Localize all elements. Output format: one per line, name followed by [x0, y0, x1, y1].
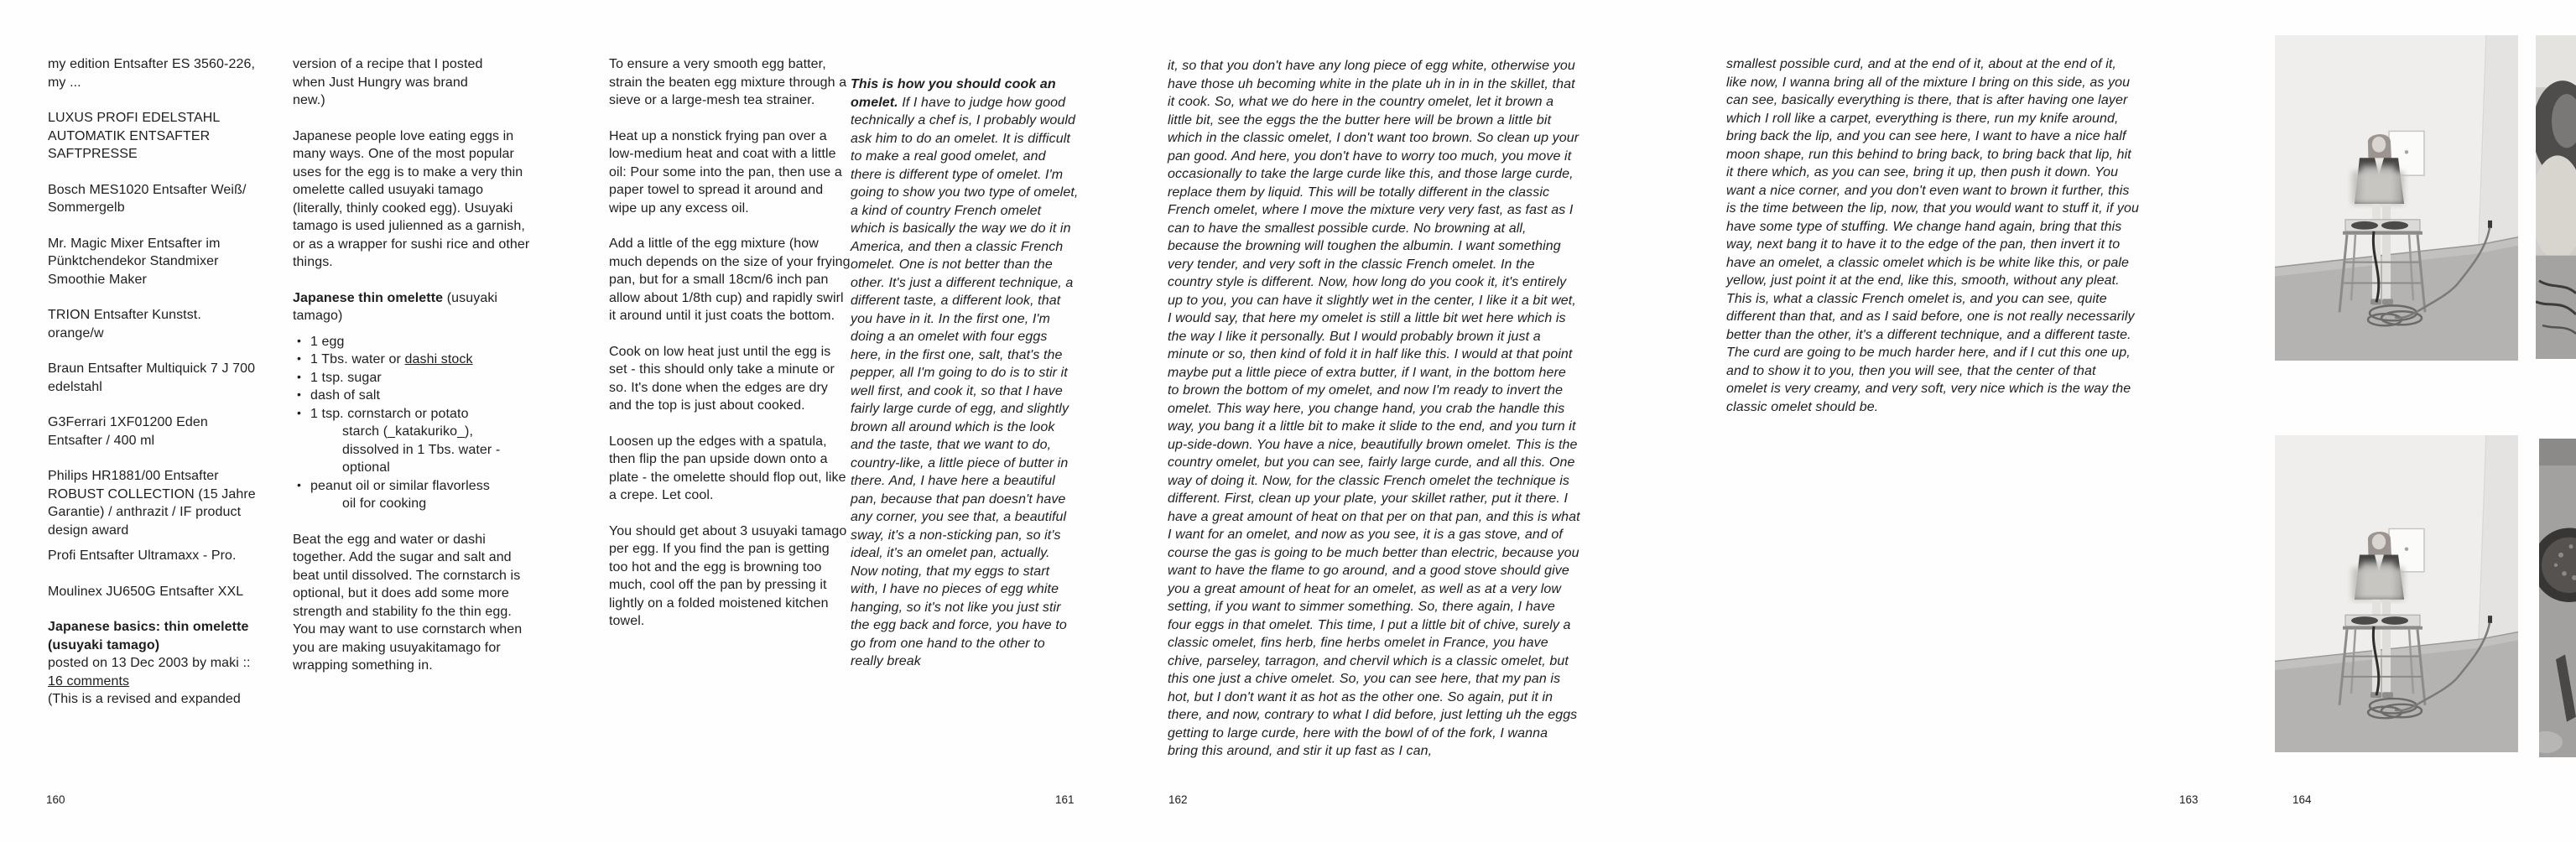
underlined-text: dashi stock	[404, 352, 473, 366]
text-run: Smoothie Maker	[48, 272, 147, 287]
closeup-photo-bottom-edge	[2539, 439, 2576, 757]
text-run: Japanese people love eating eggs in many ways. One of the most popular uses for the egg is to make a very thin omelette called usuyaki tamago (literally, thinly cooked egg). Usuyaki tamago is used julienned as a garnish, or as a wrapper for sushi rice and other things.	[293, 128, 530, 269]
text-run: my ...	[48, 75, 81, 90]
bullet-list	[293, 333, 533, 513]
text-run: SAFTPRESSE	[48, 147, 138, 161]
list-item-text	[310, 407, 469, 421]
text-run: G3Ferrari 1XF01200 Eden	[48, 415, 208, 429]
text-run: version of a recipe that I posted	[293, 57, 483, 71]
list-item	[293, 369, 533, 387]
paragraph	[851, 75, 1079, 671]
text-run: Moulinex JU650G Entsafter XXL	[48, 584, 244, 599]
bullet-icon: •	[297, 369, 302, 383]
bullet-icon: •	[297, 405, 302, 419]
list-item-text	[310, 335, 345, 349]
text-column-omelet-transcript-1	[851, 75, 1079, 689]
text-run: posted on 13 Dec 2003 by maki ::	[48, 656, 251, 670]
list-item-continuation: starch (_katakuriko_), dissolved in 1 Tbs. water - optional	[342, 424, 501, 475]
paragraph	[609, 522, 851, 631]
page-number-161: 161	[1055, 793, 1075, 806]
text-run: Japanese thin omelette	[293, 290, 444, 305]
text-run: Add a little of the egg mixture (how much depends on the size of your frying pan, but for a small 18cm/6 inch pan allow about 1/8th cup) and rapidly swirl it around until it just coats the bottom.	[609, 236, 851, 323]
page-number-163: 163	[2179, 793, 2199, 806]
paragraph	[293, 531, 533, 675]
paragraph	[609, 55, 851, 110]
performance-photo-bottom	[2275, 435, 2518, 752]
list-item-text	[310, 371, 382, 385]
text-column-omelet-transcript-3	[1726, 55, 2139, 434]
text-run: edelstahl	[48, 379, 102, 394]
text-run: This is how you should cook an omelet.	[851, 77, 1056, 110]
paragraph	[48, 618, 284, 709]
underlined-text: 16 comments	[48, 673, 130, 689]
list-item-text	[310, 479, 490, 493]
paragraph	[609, 433, 851, 505]
bullet-icon: •	[297, 333, 302, 347]
paragraph	[293, 289, 533, 325]
text-run: Entsafter / 400 ml	[48, 433, 155, 448]
text-column-omelet-transcript-2	[1168, 57, 1580, 778]
paragraph	[48, 235, 284, 289]
text-run: If I have to judge how good technically a chef is, I probably would ask him to do an omelet. It is difficult to make a real good omelet, and there is different type of omelet. I'm going to show you two type of omelet, a kind of country French omelet which is basically the way we do it in America, and then a classic French omelet. One is not better than the other. It's just a different technique, a different taste, a different look, that you have in it. In the first one, I'm doing a an omelet with four eggs here, in the first one, salt, that's the pepper, all I'm going to do is to stir it well first, and cook it, so that I have fairly large curde of egg, and slightly brown all around which is the look and the taste, that we want to do, country-like, a little piece of butter in there. And, I have here a beautiful pan, because that pan doesn't have any corner, you see that, a beautiful sway, it's a non-sticking pan, so it's ideal, it's an omelet pan, actually. Now noting, that my eggs to start with, I have no pieces of egg white hanging, so it's not like you just stir the egg back and force, you have to go from one hand to the other to really break	[851, 95, 1079, 668]
text-run: new.)	[293, 93, 325, 107]
text-run: dash of salt	[310, 388, 381, 403]
text-run: Philips HR1881/00 Entsafter	[48, 469, 219, 483]
page-number-162: 162	[1168, 793, 1188, 806]
text-run: Cook on low heat just until the egg is set - this should only take a minute or so. It's done when the edges are dry and the top is just about cooked.	[609, 344, 835, 413]
text-run: Bosch MES1020 Entsafter Weiß/	[48, 182, 247, 197]
closeup-photo-top-edge	[2536, 35, 2576, 359]
text-run: (usuyaki tamago)	[48, 637, 160, 652]
text-column-entsafter-list	[48, 55, 284, 726]
list-item	[293, 405, 533, 477]
paragraph	[48, 109, 284, 164]
text-run: orange/w	[48, 325, 104, 340]
text-run: Mr. Magic Mixer Entsafter im	[48, 236, 221, 251]
text-run: (This is a revised and expanded	[48, 692, 241, 706]
list-item-text	[310, 388, 380, 403]
text-run: TRION Entsafter Kunstst.	[48, 308, 201, 322]
text-run: Heat up a nonstick frying pan over a low-medium heat and coat with a little oil: Pour some into the pan, then use a paper towel to spread it around and wipe up any excess oil.	[609, 128, 842, 216]
bullet-icon: •	[297, 477, 302, 491]
paragraph	[48, 306, 284, 342]
page-number-160: 160	[46, 793, 65, 806]
list-item	[293, 333, 533, 351]
text-run: Beat the egg and water or dashi together. Add the sugar and salt and beat until dissolved. The cornstarch is optional, but it does add some more strength and stability fo the thin egg. You may want to use cornstarch when you are making usuyakitamago for wrapping something in.	[293, 532, 523, 673]
list-item-continuation: oil for cooking	[342, 496, 427, 511]
text-run: 1 tsp. sugar	[310, 370, 382, 385]
page-number-164: 164	[2292, 793, 2312, 806]
text-run: Sommergelb	[48, 200, 125, 215]
paragraph	[609, 127, 851, 218]
text-run: my edition Entsafter ES 3560-226,	[48, 57, 255, 71]
text-run: Japanese basics: thin omelette	[48, 620, 249, 634]
paragraph	[48, 181, 284, 217]
text-run: Loosen up the edges with a spatula, then flip the pan upside down onto a plate - the omelette should flop out, like a crepe. Let cool.	[609, 434, 846, 502]
text-column-recipe-steps	[609, 55, 851, 648]
text-run: 1 tsp. cornstarch or potato	[310, 406, 469, 421]
text-run: Pünktchendekor Standmixer	[48, 254, 219, 268]
text-run: when Just Hungry was brand	[293, 75, 468, 90]
text-run: You should get about 3 usuyaki tamago per egg. If you find the pan is getting too hot and the egg is browning too much, cool off the pan by pressing it lightly on a folded moistened kitchen towel.	[609, 523, 847, 628]
bullet-icon: •	[297, 387, 302, 401]
text-run: design award	[48, 522, 129, 538]
paragraph	[1168, 57, 1580, 761]
performance-photo-top	[2275, 35, 2518, 361]
text-run: To ensure a very smooth egg batter, strain the beaten egg mixture through a sieve or a large-mesh tea strainer.	[609, 57, 847, 107]
list-item	[293, 477, 533, 513]
paragraph	[48, 360, 284, 396]
text-run: peanut oil or similar flavorless	[310, 478, 490, 493]
paragraph	[48, 467, 284, 539]
text-run: Profi Entsafter Ultramaxx - Pro.	[48, 548, 237, 563]
text-run: it, so that you don't have any long piece of egg white, otherwise you have those uh becoming white in the plate uh in in in the skillet, that it cook. So, what we do here in the country omelet, let it brown a little bit, see the eggs the the butter here will be brown a little bit which in the classic omelet, I don't want too brown. So clean up your pan good. And here, you don't have to worry too much, you move it occasionally to take the large curde like this, and those large curde, replace them by liquid. This will be totally different in the classic French omelet, where I move the mixture very very fast, as fast as I can to have the smallest possible curde. No browning at all, because the browning will toughen the albumin. I want something very tender, and very soft in the classic French omelet. In the country style is different. Now, how long do you cook it, it's entirely up to you, you can have it slightly wet in the center, I like it a bit wet, I would say, that here my omelet is still a little bit wet here which is the way I like it personally. But I would probably brown it just a minute or so, then kind of fold it in half like this. I would at that point maybe put a little piece of extra butter, if I want, in the bottom here to brown the bottom of my omelet, and now I'm ready to invert the omelet. This way here, you change hand, you crab the handle this way, you bang it a little bit to make it slide to the end, and you turn it up-side-down. You have a nice, beautifully brown omelet. This is the country omelet, but you can see, fairly large curde, and all this. One way of doing it. Now, for the classic French omelet the technique is different. First, clean up your plate, your skillet rather, put it there. I have a great amount of heat on that per on that pan, and this is what I want for an omelet, and now as you see, it is a gas stove, and of course the gas is going to be much better than electric, because you want to have the flame to go around, and a good stove should give you a great amount of heat for an omelet, as well as at a very low setting, if you want to simmer something. So, there again, I have four eggs in that omelet. This time, I put a little bit of chive, surely a classic omelet, fins herb, fine herbs omelet in France, you have chive, parseley, tarragon, and chervil which is a classic omelet, but this one just a chive omelet. So, you can see here, that my pan is hot, but I don't want it as hot as the other one. So again, put it in there, and now, contrary to what I did before, just letting uh the eggs getting to large curde, here with the bowl of of the fork, I wanna bring this around, and stir it up fast as I can,	[1168, 59, 1580, 758]
text-run: ROBUST COLLECTION (15 Jahre	[48, 486, 256, 502]
text-run: Braun Entsafter Multiquick 7 J 700	[48, 361, 256, 376]
text-run: LUXUS PROFI EDELSTAHL	[48, 111, 221, 125]
list-item-text	[310, 352, 473, 366]
paragraph	[293, 127, 533, 272]
text-run: 1 Tbs. water or	[310, 352, 405, 366]
list-item	[293, 387, 533, 405]
paragraph	[609, 343, 851, 415]
paragraph	[48, 547, 284, 565]
paragraph	[48, 583, 284, 601]
list-item	[293, 351, 533, 369]
bullet-icon: •	[297, 351, 302, 365]
text-run: smallest possible curd, and at the end of it, about at the end of it, like now, I wanna bring all of the mixture I bring on this side, as you can see, basically everything is there, that is after having one layer which I roll like a carpet, everything is there, run my knife around, bring back the lip, and you can see here, I want to have a nice half moon shape, run this behind to bring back, to bring back that lip, hit it there which, as you can see, bring it up, then push it down. You want a nice corner, and you don't even want to brown it further, this is the time between the lip, now, that you would want to stuff it, if you have some type of stuffing. We change hand again, bring that this way, next bang it to have it to the edge of the pan, then invert it to have an omelet, a classic omelet which is be white like this, or pale yellow, just point it at the end, like this, smooth, without any pleat. This is, what a classic French omelet is, and you can see, quite different than that, and as I said before, one is not really necessarily better than the other, it's a different technique, and a different taste. The curd are going to be much harder here, and if I cut this one up, and to show it to you, then you will see, that the center of that omelet is very creamy, and very soft, very nice which is the way the classic omelet should be.	[1726, 57, 2140, 414]
text-column-recipe-intro	[293, 55, 533, 693]
paragraph	[48, 413, 284, 450]
text-run: AUTOMATIK ENTSAFTER	[48, 128, 211, 143]
paragraph	[1726, 55, 2139, 416]
paragraph	[609, 235, 851, 325]
paragraph	[293, 55, 533, 110]
text-run: 1 egg	[310, 334, 345, 349]
text-run: (usuyaki tamago)	[293, 290, 498, 323]
text-run: Garantie) / anthrazit / IF product	[48, 505, 242, 519]
paragraph	[48, 55, 284, 91]
